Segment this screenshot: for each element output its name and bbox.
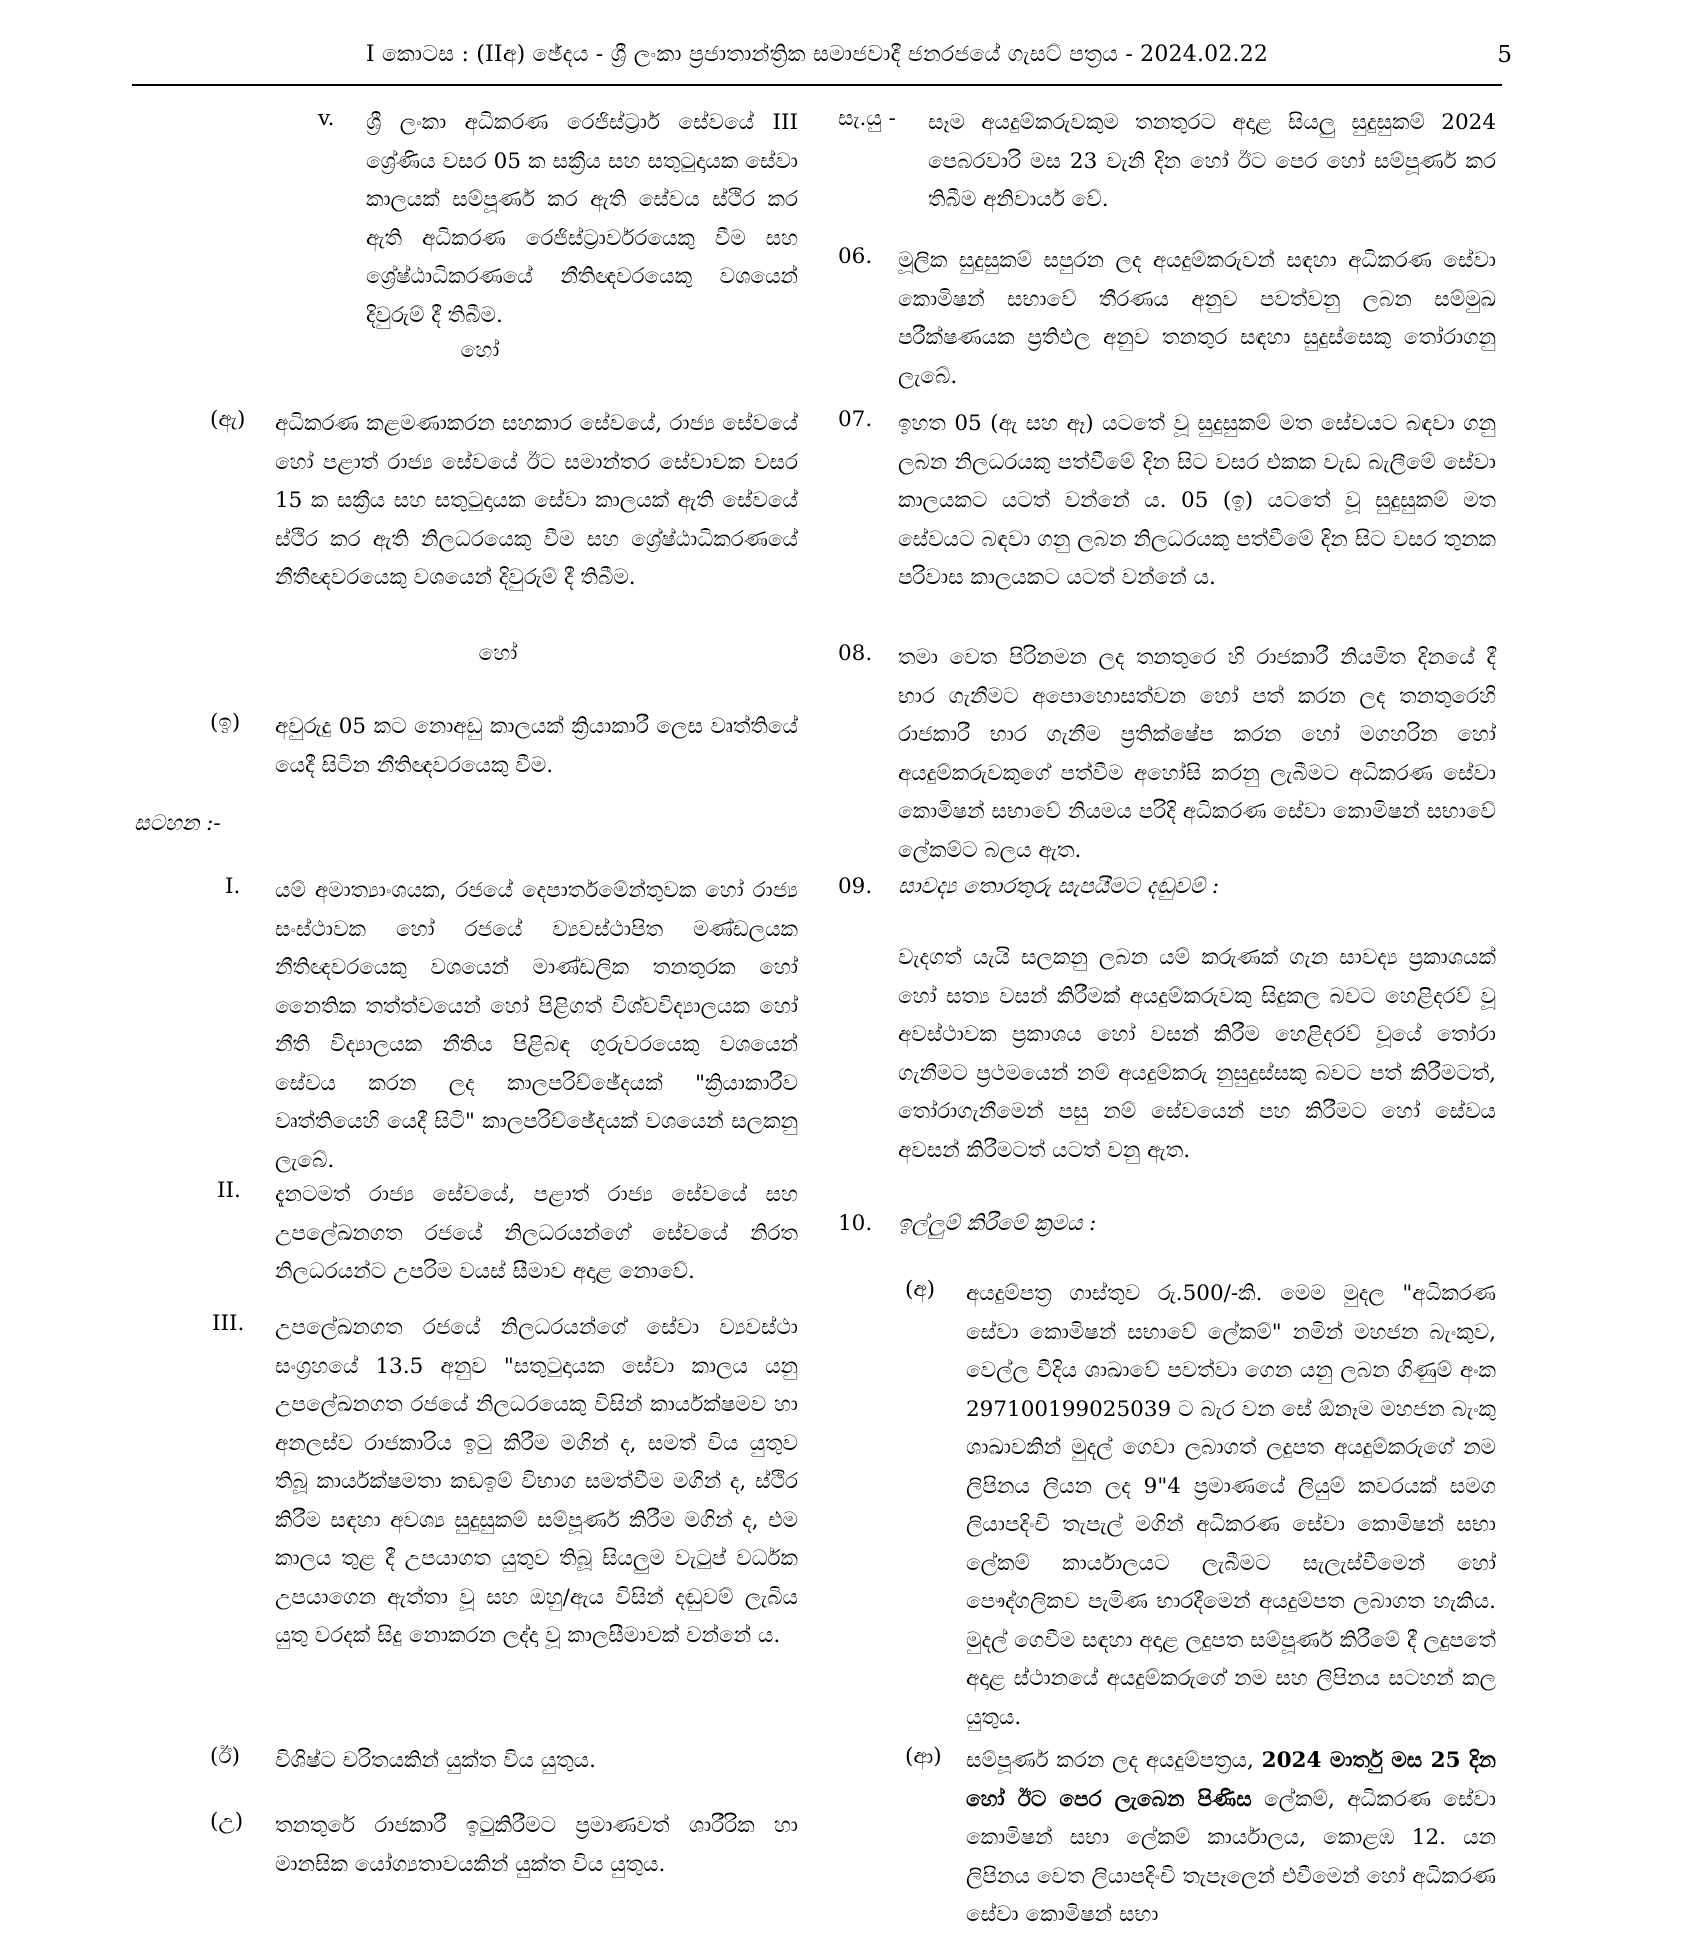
section-10-a-marker: (අ) — [905, 1277, 936, 1302]
section-10-heading: ඉල්ලුම් කිරීමේ ක්‍රමය : — [898, 1211, 1097, 1236]
page-header — [132, 38, 1512, 78]
item-ee-text: විශිෂ්ට චරිතයකින් යුක්ත විය යුතුය. — [275, 1748, 596, 1773]
item-ae — [275, 405, 798, 598]
section-10-aa — [966, 1742, 1496, 1935]
section-06 — [898, 242, 1496, 396]
header-title: I කොටස : (IIඅ) ඡේදය - ශ්‍රී ලංකා ප්‍රජාතාන්ත්‍රික සමාජවාදී ජනරජයේ ගැසට් පත්‍රය - 2024.02.22 — [365, 42, 1269, 67]
page-number: 5 — [1497, 42, 1512, 68]
section-09-number: 09. — [838, 874, 873, 899]
item-i-text: අවුරුදු 05 කට නොඅඩු කාලයක් ක්‍රියාකාරී ලෙස වෘත්තියේ යෙදී සිටින නීතිඥවරයෙකු වීම. — [275, 714, 798, 778]
section-10-a — [966, 1275, 1496, 1737]
note-ii — [275, 1176, 798, 1292]
note-iii-text: උපලේඛනගත රජයේ නිලධරයන්ගේ සේවා ව්‍යවස්ථා සංග්‍රහයේ 13.5 අනුව "සතුටුදායක සේවා කාලය යනු උපලේඛනගත රජයේ නිලධරයෙකු විසින් කාර්යක්ෂමව හා අනලස්ව රාජකාරිය ඉටු කිරීම මගින් ද, සමත් විය යුතුව තිබූ කාර්යක්ෂමතා කඩඉම් විභාග සමත්වීම මගින් ද, ස්ථිර කිරීම සඳහා අවශ්‍ය සුදුසුකම් සම්පූර්ණ කිරීම මගින් ද, එම කාලය තුළ දී උපයාගත යුතුව තිබූ සියලුම වැටුප් වර්ධක උපයාගෙන ඇත්තා වූ සහ ඔහු/ඇය විසින් දඬුවම් ලැබිය යුතු වරදක් සිදු නොකරන ලද්දා වූ කාලසීමාවක් වන්නේ ය. — [275, 1315, 798, 1648]
section-08-number: 08. — [838, 641, 873, 666]
item-u — [275, 1807, 798, 1884]
section-09-heading: සාවද්‍ය තොරතුරු සැපයීමට දඬුවම් : — [898, 874, 1220, 899]
note-i-text: යම් අමාත්‍යාංශයක, රජයේ දෙපාර්තමේන්තුවක හෝ රාජ්‍ය සංස්ථාවක හෝ රජයේ ව්‍යවස්ථාපිත මණ්ඩලයක නීතිඥවරයෙකු වශයෙන් මාණ්ඩලික තනතුරක හෝ නෛතික තත්ත්වයෙන් හෝ පිළිගත් විශ්වවිද්‍යාලයක හෝ නීති විද්‍යාලයක නීතිය පිළිබඳ ගුරුවරයෙකු වශයෙන් සේවය කරන ලද කාලපරිච්ඡේදයක් "ක්‍රියාකාරීව වෘත්තියෙහි යෙදී සිටි" කාලපරිච්ඡේදයක් වශයෙන් සලකනු ලැබේ. — [275, 878, 798, 1173]
section-07-text: ඉහත 05 (ඇ සහ ඈ) යටතේ වූ සුදුසුකම් මත සේවයට බඳවා ගනු ලබන නිලධරයකු පත්වීමේ දින සිට වසර එකක වැඩ බැලීමේ සේවා කාලයකට යටත් වන්නේ ය. 05 (ඉ) යටතේ වූ සුදුසුකම් මත සේවයට බඳවා ගනු ලබන නිලධරයකු පත්වීමේ දින සිට වසර තුනක පරිවාස කාලයකට යටත් වන්නේ ය. — [898, 411, 1496, 590]
note-i — [275, 872, 798, 1180]
item-i-marker: (ඉ) — [210, 710, 241, 735]
deadline-bold-text: 2024 මාර්තු මස 25 දින හෝ ඊට පෙර ලැබෙන පිණිස — [966, 1748, 1496, 1812]
or-separator-2: හෝ — [478, 641, 518, 666]
section-08-text: තමා වෙත පිරිනමන ලද තනතුරෙ හි රාජකාරී නියමිත දිනයේ දී භාර ගැනීමට අපොහොසත්වන හෝ පත් කරන ලද තනතුරෙහි රාජකාරී භාර ගැනීම ප්‍රතික්ෂේප කරන හෝ මගහරින හෝ අයදුම්කරුවකුගේ පත්වීම අහෝසි කරනු ලැබීමට අධිකරණ සේවා කොමිෂන් සභාවේ නියමය පරිදි අධිකරණ සේවා කොමිෂන් සභාවේ ලේකම්ට බලය ඇත. — [898, 645, 1496, 863]
item-ae-marker: (ඇ) — [210, 407, 246, 432]
item-u-text: තනතුරේ රාජකාරී ඉටුකිරීමට ප්‍රමාණවත් ශාරීරික හා මානසික යෝග්‍යතාවයකින් යුක්ත විය යුතුය. — [275, 1813, 798, 1877]
notes-heading: සටහන :- — [134, 811, 221, 836]
section-07-number: 07. — [838, 407, 873, 432]
note-iii — [275, 1309, 798, 1656]
section-10-a-text: අයදුම්පත්‍ර ගාස්තුව රු.500/-කි. මෙම මුදල "අධිකරණ සේවා කොමිෂන් සභාවේ ලේකම්" නමින් මහජන බැංකුව, වෙල්ල වීදිය ශාඛාවේ පවත්වා ගෙන යනු ලබන ගිණුම් අංක 297100199025039 ට බැර වන සේ ඕනෑම මහජන බැංකු ශාඛාවකින් මුදල් ගෙවා ලබාගත් ලදුපත අයදුම්කරුගේ නම ලිපිනය ලියන ලද 9"4 ප්‍රමාණයේ ලියුම් කවරයක් සමග ලියාපදිංචි තැපැල් මගින් අධිකරණ සේවා කොමිෂන් සභා ලේකම් කාර්යාලයට ලැබීමට සැලැස්වීමෙන් හෝ පෞද්ගලිකව පැමිණ භාරදීමෙන් අයදුම්පත ලබාගත හැකිය. මුදල් ගෙවීම සඳහා අදාළ ලදුපත සම්පූර්ණ කිරීමේ දී ලදුපතේ අදාළ ස්ථානයේ අයදුම්කරුගේ නම සහ ලිපිනය සටහන් කල යුතුය. — [966, 1281, 1496, 1730]
item-i — [275, 708, 798, 785]
section-06-number: 06. — [838, 244, 873, 269]
note-sayu — [928, 104, 1496, 220]
note-iii-marker: III. — [212, 1311, 245, 1336]
note-sayu-marker: සැ.යු - — [838, 106, 896, 131]
note-ii-marker: II. — [217, 1178, 241, 1203]
section-10-aa-marker: (ආ) — [905, 1744, 942, 1769]
note-i-marker: I. — [225, 874, 241, 899]
section-10-aa-text: සම්පූර්ණ කරන ලද අයදුම්පත්‍රය, 2024 මාර්තු මස 25 දින හෝ ඊට පෙර ලැබෙන පිණිස ලේකම්, අධිකරණ සේවා කොමිෂන් සභා ලේකම් කාර්යාලය, කොළඹ 12. යන ලිපිනය වෙත ලියාපදිංචි තැපෑලෙන් එවීමෙන් හෝ අධිකරණ සේවා කොමිෂන් සභා — [966, 1748, 1496, 1927]
section-06-text: මූලික සුදුසුකම් සපුරන ලද අයදුම්කරුවන් සඳහා අධිකරණ සේවා කොමිෂන් සභාවේ තීරණය අනුව පවත්වනු ලබන සම්මුඛ පරීක්ෂණයක ප්‍රතිඵල අනුව තනතුර සඳහා සුදුස්සෙකු තෝරාගනු ලැබේ. — [898, 248, 1496, 389]
note-sayu-text: සෑම අයදුම්කරුවකුම තනතුරට අදාළ සියලු සුදුසුකම් 2024 පෙබරවාරි මස 23 වැනි දින හෝ ඊට පෙර හෝ සම්පූර්ණ කර තිබීම අනිවාර්ය වේ. — [928, 110, 1496, 212]
header-rule — [132, 84, 1502, 86]
section-09-text: වැදගත් යැයි සලකනු ලබන යම් කරුණක් ගැන සාවද්‍ය ප්‍රකාශයක් හෝ සත්‍ය වසන් කිරීමක් අයදුම්කරුවකු සිදුකල බවට හෙළිදරව් වූ අවස්ථාවක ප්‍රකාශය හෝ වසන් කිරීම හෙළිදරව් වූයේ තෝරා ගැනීමට ප්‍රථමයෙන් නම් අයදුම්කරු නුසුදුස්සකු බවට පත් කිරීමටත්, තෝරාගැනීමෙන් පසු නම් සේවයෙන් පහ කිරීමට හෝ සේවය අවසන් කිරීමටත් යටත් වනු ඇත. — [898, 945, 1496, 1163]
item-v-text: ශ්‍රී ලංකා අධිකරණ රෙජිස්ට්‍රාර් සේවයේ III ශ්‍රේණිය වසර 05 ක සක්‍රීය සහ සතුටුදායක සේවා කාලයක් සම්පූර්ණ කර ඇති සේවය ස්ථිර කර ඇති අධිකරණ රෙජිස්ට්‍රාර්වරයෙකු වීම සහ ශ්‍රේෂ්ඨාධිකරණයේ නීතිඥවරයෙකු වශයෙන් දිවුරුම් දී තිබීම. — [366, 110, 798, 328]
item-v-marker: v. — [318, 106, 335, 131]
section-07 — [898, 405, 1496, 598]
or-separator-1: හෝ — [460, 338, 500, 363]
item-ee — [275, 1742, 798, 1781]
item-u-marker: (උ) — [210, 1809, 244, 1834]
item-ae-text: අධිකරණ කළමණාකරන සහකාර සේවයේ, රාජ්‍ය සේවයේ හෝ පළාත් රාජ්‍ය සේවයේ ඊට සමාන්තර සේවාවක වසර 15 ක සක්‍රීය සහ සතුටුදායක සේවා කාලයක් ඇති සේවයේ ස්ථිර කර ඇති නිලධරයෙකු වීම සහ ශ්‍රේෂ්ඨාධිකරණයේ නීතීඥවරයෙකු වශයෙන් දිවුරුම් දී තිබීම. — [275, 411, 798, 590]
section-08 — [898, 639, 1496, 870]
note-ii-text: දැනටමත් රාජ්‍ය සේවයේ, පළාත් රාජ්‍ය සේවයේ සහ උපලේඛනගත රජයේ නිලධරයන්ගේ සේවයේ නිරත නිලධරයන්ට උපරිම වයස් සීමාව අදාළ නොවේ. — [275, 1182, 798, 1284]
section-10-number: 10. — [838, 1211, 873, 1236]
item-ee-marker: (ඊ) — [210, 1744, 240, 1769]
item-v — [366, 104, 798, 335]
section-09 — [898, 939, 1496, 1170]
